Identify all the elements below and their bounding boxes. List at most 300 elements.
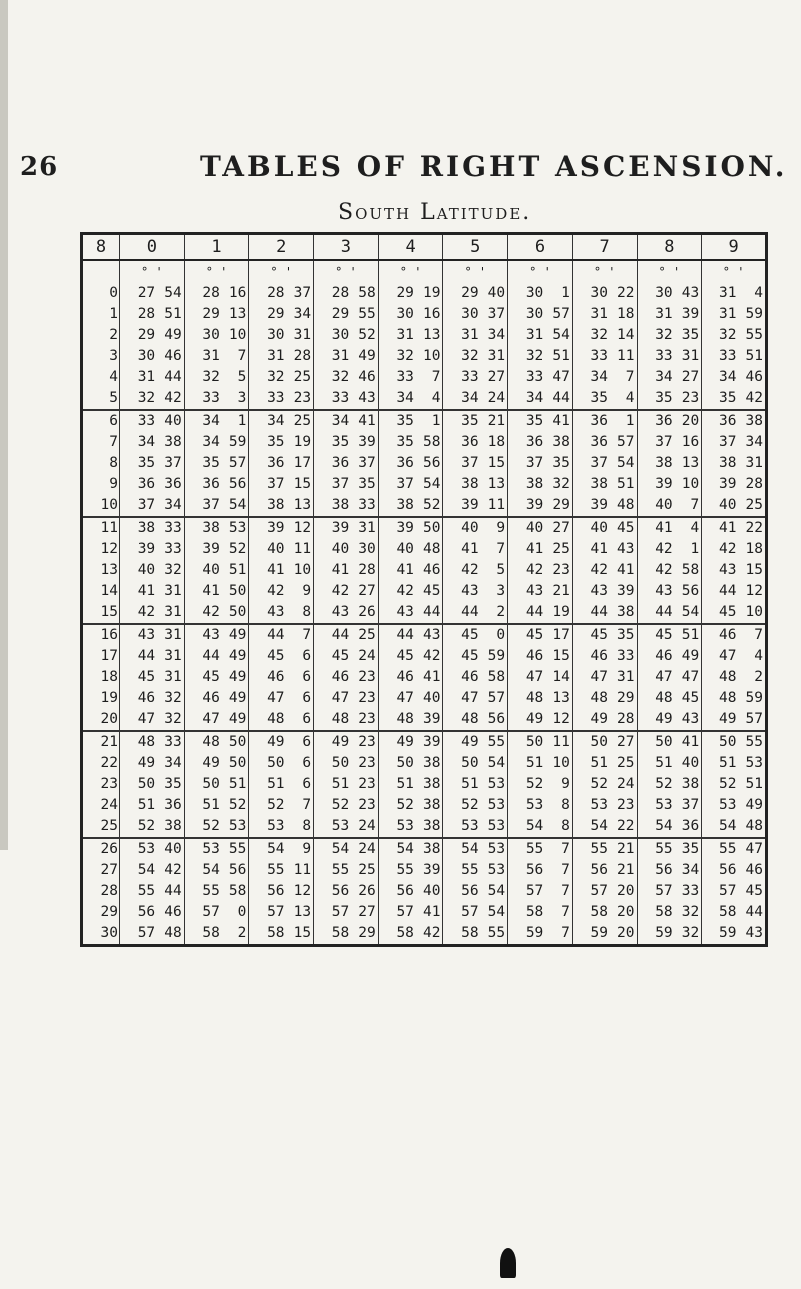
- row-label: 14: [82, 581, 120, 602]
- cell-minutes: 59: [745, 306, 763, 322]
- cell-minutes: 4: [754, 285, 763, 301]
- table-cell: [314, 709, 379, 731]
- cell-minutes: 38: [164, 818, 182, 834]
- cell-degrees: 38: [525, 476, 544, 492]
- cell-degrees: 49: [137, 755, 156, 771]
- cell-minutes: 6: [302, 711, 312, 727]
- cell-minutes: 14: [552, 669, 570, 685]
- table-cell: [314, 560, 379, 581]
- table-cell: [637, 881, 702, 902]
- table-cell: [314, 646, 379, 667]
- cell-minutes: 25: [293, 369, 312, 385]
- table-cell: [378, 881, 443, 902]
- table-cell: [443, 753, 508, 774]
- cell-degrees: 45: [525, 627, 544, 643]
- cell-degrees: 29: [137, 327, 156, 343]
- table-cell: [120, 453, 185, 474]
- cell-minutes: 15: [293, 476, 312, 492]
- cell-degrees: 29: [202, 306, 220, 322]
- table-cell: [637, 410, 702, 432]
- cell-minutes: 44: [164, 883, 182, 899]
- row-label: 27: [82, 860, 120, 881]
- cell-degrees: 43: [137, 627, 156, 643]
- cell-degrees: 40: [202, 562, 220, 578]
- cell-degrees: 36: [137, 476, 156, 492]
- cell-minutes: 49: [681, 648, 700, 664]
- cell-minutes: 49: [228, 648, 247, 664]
- cell-minutes: 5: [237, 369, 247, 385]
- table-cell: [184, 283, 249, 304]
- cell-minutes: 58: [422, 434, 441, 450]
- cell-minutes: 56: [422, 455, 441, 471]
- table-cell: [702, 881, 767, 902]
- cell-minutes: 22: [617, 285, 635, 301]
- right-ascension-table: [80, 232, 768, 947]
- table-cell: [184, 304, 249, 325]
- cell-degrees: 31: [396, 327, 414, 343]
- cell-degrees: 58: [719, 904, 737, 920]
- cell-minutes: 38: [422, 776, 441, 792]
- cell-minutes: 49: [228, 690, 247, 706]
- table-cell: [314, 453, 379, 474]
- cell-minutes: 49: [358, 348, 376, 364]
- table-cell: [572, 474, 637, 495]
- cell-degrees: 49: [655, 711, 673, 727]
- cell-minutes: 9: [561, 776, 570, 792]
- cell-degrees: 31: [525, 327, 544, 343]
- table-cell: [378, 860, 443, 881]
- cell-minutes: 55: [228, 841, 247, 857]
- cell-minutes: 55: [487, 734, 506, 750]
- row-label: 5: [82, 388, 120, 410]
- table-cell: [443, 688, 508, 709]
- cell-minutes: 35: [617, 627, 635, 643]
- cell-degrees: 36: [590, 434, 608, 450]
- cell-minutes: 24: [358, 648, 376, 664]
- cell-minutes: 53: [487, 818, 506, 834]
- table-cell: [508, 816, 573, 838]
- cell-degrees: 31: [331, 348, 350, 364]
- cell-degrees: 55: [719, 841, 737, 857]
- cell-degrees: 29: [267, 306, 285, 322]
- cell-degrees: 44: [396, 627, 414, 643]
- cell-minutes: 54: [487, 883, 506, 899]
- table-cell: [572, 325, 637, 346]
- cell-degrees: 43: [396, 604, 414, 620]
- cell-minutes: 4: [690, 520, 700, 536]
- table-cell: [702, 367, 767, 388]
- table-cell: [314, 539, 379, 560]
- table-cell: [378, 410, 443, 432]
- table-row: [82, 602, 767, 624]
- table-cell: [314, 304, 379, 325]
- cell-degrees: 55: [655, 841, 673, 857]
- table-cell: [120, 602, 185, 624]
- table-cell: [120, 624, 185, 646]
- cell-degrees: 43: [461, 583, 479, 599]
- cell-minutes: 7: [431, 369, 441, 385]
- cell-degrees: 43: [719, 562, 737, 578]
- table-cell: [637, 709, 702, 731]
- cell-degrees: 41: [137, 583, 156, 599]
- cell-minutes: 19: [552, 604, 570, 620]
- table-cell: [572, 816, 637, 838]
- cell-degrees: 50: [137, 776, 156, 792]
- cell-degrees: 59: [590, 925, 608, 941]
- cell-minutes: 36: [681, 818, 700, 834]
- table-cell: [378, 474, 443, 495]
- table-cell: [508, 881, 573, 902]
- table-cell: [702, 774, 767, 795]
- table-cell: [314, 495, 379, 517]
- cell-minutes: 24: [358, 841, 376, 857]
- cell-degrees: 30: [202, 327, 220, 343]
- row-label: 21: [82, 731, 120, 753]
- table-row: [82, 753, 767, 774]
- cell-degrees: 32: [655, 327, 673, 343]
- cell-minutes: 49: [745, 797, 763, 813]
- table-cell: [120, 838, 185, 860]
- cell-degrees: 52: [719, 776, 737, 792]
- table-cell: [443, 731, 508, 753]
- cell-minutes: 25: [358, 627, 376, 643]
- table-cell: [637, 774, 702, 795]
- table-cell: [443, 816, 508, 838]
- table-cell: [249, 304, 314, 325]
- cell-degrees: 29: [396, 285, 414, 301]
- cell-minutes: 39: [422, 734, 441, 750]
- column-header: 1: [184, 234, 249, 261]
- table-cell: [184, 816, 249, 838]
- cell-minutes: 6: [302, 734, 312, 750]
- cell-degrees: 44: [525, 604, 544, 620]
- cell-degrees: 49: [396, 734, 414, 750]
- cell-degrees: 47: [267, 690, 285, 706]
- table-cell: [572, 346, 637, 367]
- table-cell: [443, 581, 508, 602]
- table-cell: [443, 646, 508, 667]
- cell-minutes: 32: [681, 925, 700, 941]
- table-cell: [378, 731, 443, 753]
- cell-degrees: 38: [331, 497, 350, 513]
- degree-mark: ° ': [249, 260, 314, 283]
- cell-degrees: 32: [461, 348, 479, 364]
- cell-minutes: 24: [358, 818, 376, 834]
- cell-minutes: 32: [164, 690, 182, 706]
- column-header: 7: [572, 234, 637, 261]
- cell-minutes: 1: [625, 413, 635, 429]
- cell-minutes: 31: [617, 669, 635, 685]
- cell-minutes: 23: [358, 734, 376, 750]
- cell-minutes: 12: [745, 583, 763, 599]
- cell-degrees: 39: [137, 541, 156, 557]
- cell-degrees: 33: [719, 348, 737, 364]
- cell-minutes: 20: [617, 904, 635, 920]
- cell-minutes: 31: [487, 348, 506, 364]
- cell-degrees: 45: [461, 627, 479, 643]
- table-cell: [249, 624, 314, 646]
- cell-minutes: 3: [237, 390, 247, 406]
- cell-minutes: 43: [422, 627, 441, 643]
- table-cell: [378, 346, 443, 367]
- cell-degrees: 55: [137, 883, 156, 899]
- cell-minutes: 40: [681, 755, 700, 771]
- cell-degrees: 44: [331, 627, 350, 643]
- cell-minutes: 50: [228, 734, 247, 750]
- cell-degrees: 55: [331, 862, 350, 878]
- table-cell: [249, 474, 314, 495]
- table-cell: [314, 283, 379, 304]
- table-row: [82, 688, 767, 709]
- table-cell: [572, 881, 637, 902]
- degree-mark: ° ': [443, 260, 508, 283]
- table-row: [82, 923, 767, 946]
- table-cell: [702, 795, 767, 816]
- cell-minutes: 59: [745, 690, 763, 706]
- cell-minutes: 44: [164, 369, 182, 385]
- cell-degrees: 42: [655, 562, 673, 578]
- table-cell: [184, 795, 249, 816]
- cell-minutes: 31: [745, 455, 763, 471]
- cell-degrees: 46: [331, 669, 350, 685]
- cell-minutes: 28: [358, 562, 376, 578]
- cell-degrees: 41: [719, 520, 737, 536]
- cell-degrees: 40: [655, 497, 673, 513]
- cell-minutes: 43: [681, 711, 700, 727]
- table-cell: [637, 325, 702, 346]
- table-cell: [508, 753, 573, 774]
- table-cell: [120, 774, 185, 795]
- cell-minutes: 42: [422, 648, 441, 664]
- table-cell: [378, 709, 443, 731]
- table-row: [82, 325, 767, 346]
- cell-degrees: 53: [331, 818, 350, 834]
- cell-minutes: 49: [228, 627, 247, 643]
- table-cell: [314, 795, 379, 816]
- cell-minutes: 51: [681, 627, 700, 643]
- table-cell: [378, 325, 443, 346]
- cell-minutes: 50: [228, 583, 247, 599]
- cell-minutes: 27: [552, 520, 570, 536]
- table-cell: [184, 410, 249, 432]
- cell-minutes: 38: [422, 755, 441, 771]
- cell-minutes: 32: [164, 711, 182, 727]
- cell-minutes: 11: [487, 497, 506, 513]
- column-header: 5: [443, 234, 508, 261]
- row-label: 4: [82, 367, 120, 388]
- table-row: [82, 495, 767, 517]
- table-cell: [120, 688, 185, 709]
- cell-degrees: 54: [525, 818, 544, 834]
- cell-minutes: 22: [745, 520, 763, 536]
- cell-degrees: 52: [331, 797, 350, 813]
- cell-degrees: 37: [461, 455, 479, 471]
- cell-degrees: 38: [655, 455, 673, 471]
- table-cell: [120, 539, 185, 560]
- column-header: 8: [637, 234, 702, 261]
- table-cell: [572, 860, 637, 881]
- cell-degrees: 41: [525, 541, 544, 557]
- table-cell: [184, 838, 249, 860]
- cell-minutes: 2: [754, 669, 763, 685]
- cell-degrees: 41: [267, 562, 285, 578]
- table-cell: [637, 624, 702, 646]
- table-row: [82, 388, 767, 410]
- cell-degrees: 59: [719, 925, 737, 941]
- cell-minutes: 16: [228, 285, 247, 301]
- cell-degrees: 47: [461, 690, 479, 706]
- table-cell: [572, 410, 637, 432]
- cell-degrees: 33: [525, 369, 544, 385]
- table-cell: [702, 432, 767, 453]
- cell-minutes: 51: [228, 562, 247, 578]
- cell-minutes: 1: [431, 413, 441, 429]
- cell-degrees: 30: [525, 285, 544, 301]
- cell-minutes: 18: [745, 541, 763, 557]
- cell-minutes: 57: [487, 690, 506, 706]
- cell-minutes: 8: [302, 604, 312, 620]
- cell-minutes: 39: [358, 434, 376, 450]
- table-cell: [249, 902, 314, 923]
- table-cell: [120, 881, 185, 902]
- cell-degrees: 30: [461, 306, 479, 322]
- cell-minutes: 43: [681, 285, 700, 301]
- cell-minutes: 6: [302, 755, 312, 771]
- cell-minutes: 55: [745, 734, 763, 750]
- table-cell: [702, 517, 767, 539]
- table-cell: [508, 410, 573, 432]
- cell-minutes: 25: [745, 497, 763, 513]
- cell-minutes: 4: [625, 390, 635, 406]
- cell-degrees: 32: [396, 348, 414, 364]
- cell-degrees: 35: [655, 390, 673, 406]
- cell-minutes: 1: [561, 285, 570, 301]
- cell-degrees: 46: [590, 648, 608, 664]
- cell-minutes: 38: [681, 776, 700, 792]
- degree-mark: ° ': [572, 260, 637, 283]
- cell-minutes: 25: [358, 862, 376, 878]
- table-cell: [637, 860, 702, 881]
- table-cell: [249, 774, 314, 795]
- cell-minutes: 44: [745, 904, 763, 920]
- cell-minutes: 31: [164, 604, 182, 620]
- cell-degrees: 57: [655, 883, 673, 899]
- table-row: [82, 667, 767, 688]
- cell-minutes: 21: [617, 862, 635, 878]
- running-title: TABLES OF RIGHT ASCENSION.: [200, 150, 788, 183]
- table-cell: [314, 860, 379, 881]
- cell-degrees: 33: [137, 413, 156, 429]
- cell-minutes: 38: [164, 434, 182, 450]
- cell-minutes: 26: [358, 883, 376, 899]
- cell-minutes: 33: [617, 648, 635, 664]
- table-cell: [314, 624, 379, 646]
- cell-degrees: 48: [202, 734, 220, 750]
- table-cell: [378, 838, 443, 860]
- cell-degrees: 35: [525, 413, 544, 429]
- table-cell: [378, 283, 443, 304]
- row-label: 11: [82, 517, 120, 539]
- cell-minutes: 51: [552, 348, 570, 364]
- row-label: 9: [82, 474, 120, 495]
- table-cell: [314, 388, 379, 410]
- table-cell: [120, 517, 185, 539]
- cell-degrees: 41: [655, 520, 673, 536]
- cell-minutes: 52: [358, 327, 376, 343]
- table-row: [82, 795, 767, 816]
- cell-degrees: 37: [202, 497, 220, 513]
- cell-minutes: 12: [552, 711, 570, 727]
- cell-minutes: 11: [617, 348, 635, 364]
- cell-degrees: 56: [331, 883, 350, 899]
- page-number: 26: [20, 152, 59, 182]
- cell-minutes: 39: [617, 583, 635, 599]
- cell-minutes: 6: [302, 669, 312, 685]
- cell-degrees: 58: [655, 904, 673, 920]
- cell-minutes: 55: [745, 327, 763, 343]
- cell-degrees: 55: [267, 862, 285, 878]
- row-label: 18: [82, 667, 120, 688]
- cell-degrees: 52: [267, 797, 285, 813]
- cell-minutes: 39: [422, 711, 441, 727]
- cell-minutes: 37: [164, 455, 182, 471]
- table-cell: [249, 688, 314, 709]
- cell-minutes: 34: [487, 327, 506, 343]
- cell-minutes: 27: [358, 904, 376, 920]
- table-cell: [378, 902, 443, 923]
- cell-degrees: 38: [590, 476, 608, 492]
- cell-degrees: 39: [396, 520, 414, 536]
- cell-minutes: 25: [293, 413, 312, 429]
- cell-degrees: 52: [525, 776, 544, 792]
- cell-minutes: 37: [358, 455, 376, 471]
- cell-minutes: 56: [228, 862, 247, 878]
- cell-degrees: 42: [267, 583, 285, 599]
- cell-minutes: 53: [228, 520, 247, 536]
- table-cell: [508, 774, 573, 795]
- row-label: 8: [82, 453, 120, 474]
- table-cell: [314, 881, 379, 902]
- cell-degrees: 53: [396, 818, 414, 834]
- cell-minutes: 25: [617, 755, 635, 771]
- cell-minutes: 8: [302, 818, 312, 834]
- table-row: [82, 881, 767, 902]
- cell-degrees: 57: [137, 925, 156, 941]
- cell-minutes: 41: [422, 669, 441, 685]
- cell-minutes: 26: [358, 604, 376, 620]
- table-cell: [184, 453, 249, 474]
- cell-degrees: 50: [461, 755, 479, 771]
- table-cell: [184, 860, 249, 881]
- cell-degrees: 52: [202, 818, 220, 834]
- cell-degrees: 39: [525, 497, 544, 513]
- cell-minutes: 31: [164, 669, 182, 685]
- table-cell: [572, 709, 637, 731]
- table-cell: [702, 410, 767, 432]
- cell-degrees: 41: [202, 583, 220, 599]
- table-cell: [508, 367, 573, 388]
- cell-degrees: 53: [137, 841, 156, 857]
- cell-degrees: 36: [331, 455, 350, 471]
- table-row: [82, 304, 767, 325]
- table-cell: [572, 902, 637, 923]
- cell-degrees: 50: [590, 734, 608, 750]
- cell-minutes: 55: [358, 306, 376, 322]
- table-cell: [443, 709, 508, 731]
- row-label: 3: [82, 346, 120, 367]
- table-cell: [443, 881, 508, 902]
- cell-minutes: 10: [293, 562, 312, 578]
